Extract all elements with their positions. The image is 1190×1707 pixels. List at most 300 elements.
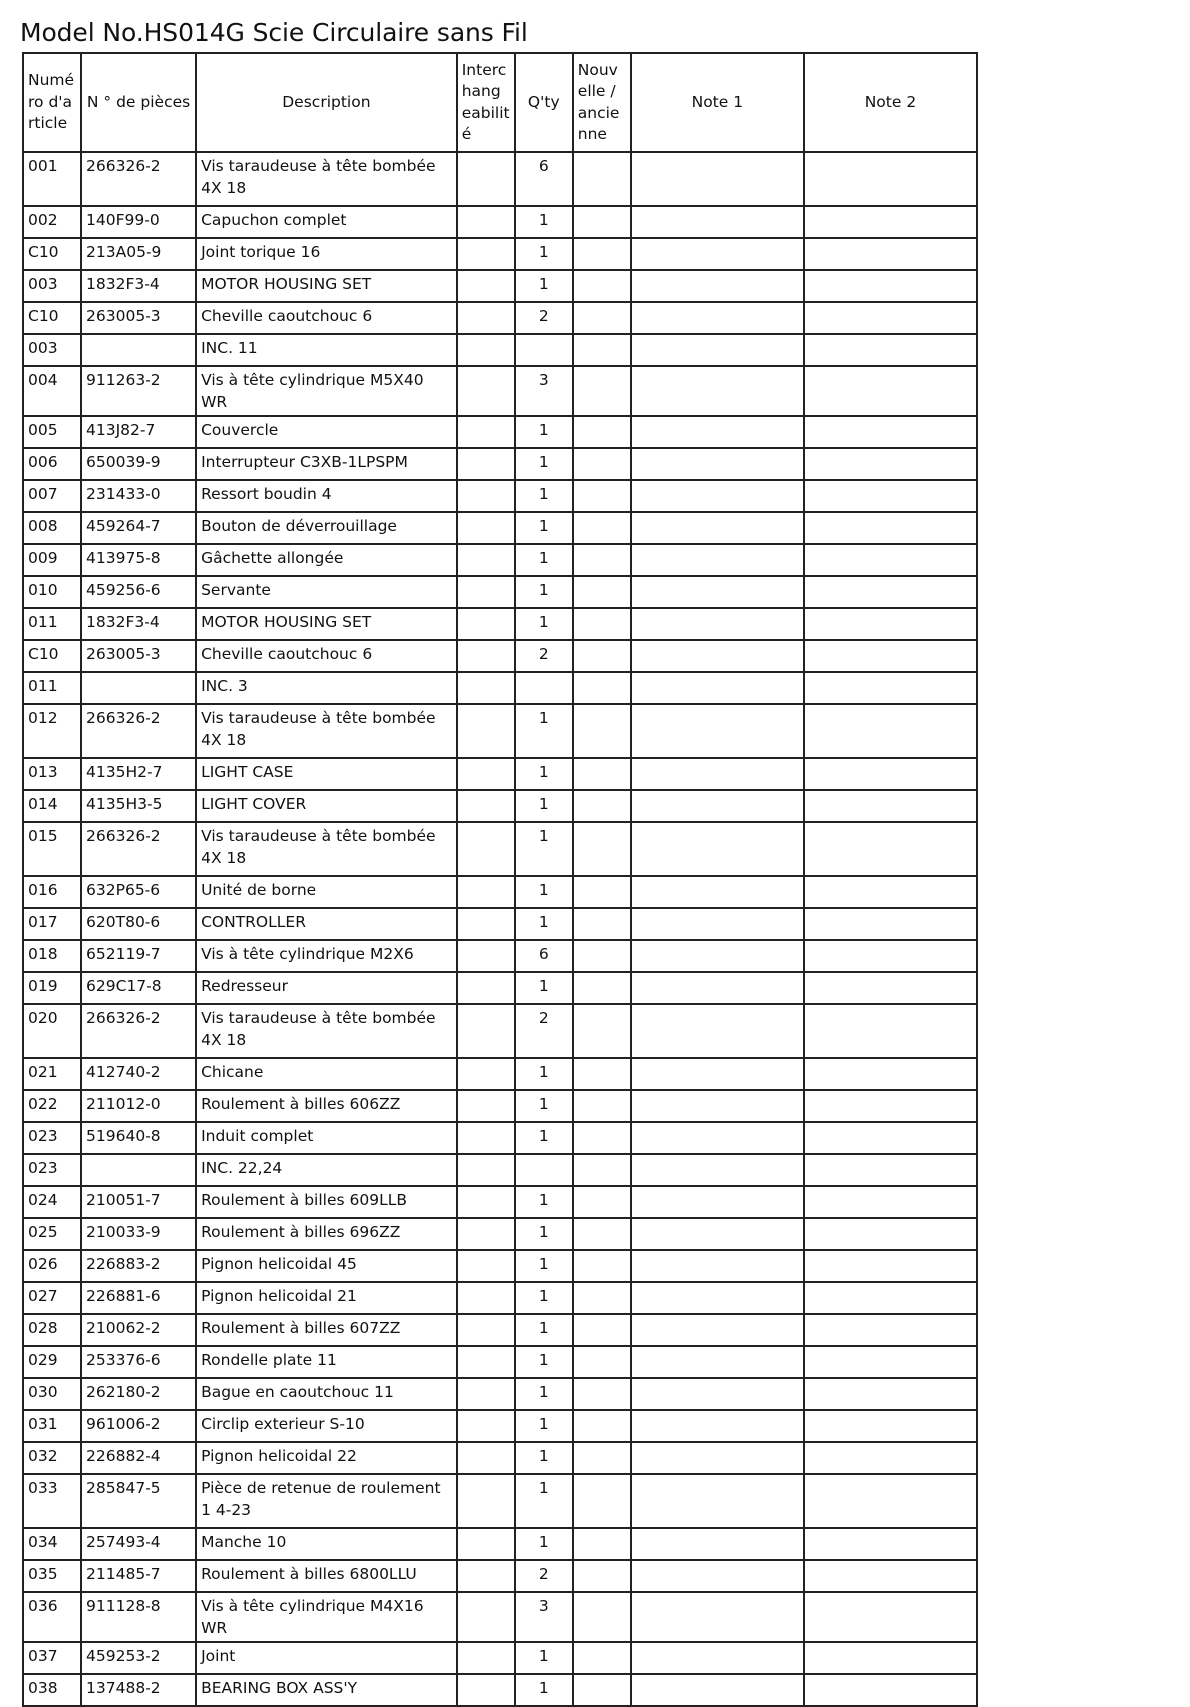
table-row bbox=[23, 1560, 977, 1592]
item-number-cell: 004 bbox=[23, 366, 81, 416]
table-row bbox=[23, 1282, 977, 1314]
description-cell: Vis taraudeuse à tête bombée 4X 18 bbox=[196, 704, 457, 758]
table-row bbox=[23, 238, 977, 270]
note-2-cell bbox=[804, 1378, 977, 1410]
interchangeability-cell bbox=[457, 1410, 515, 1442]
interchangeability-cell bbox=[457, 940, 515, 972]
interchangeability-cell bbox=[457, 1004, 515, 1058]
table-row bbox=[23, 790, 977, 822]
description-cell: INC. 22,24 bbox=[196, 1154, 457, 1186]
note-1-cell bbox=[631, 1186, 804, 1218]
quantity-cell: 2 bbox=[515, 640, 573, 672]
table-row bbox=[23, 1474, 977, 1528]
part-number-cell bbox=[81, 334, 196, 366]
description-cell: Pignon helicoidal 22 bbox=[196, 1442, 457, 1474]
item-number-cell: 017 bbox=[23, 908, 81, 940]
item-number-cell: 018 bbox=[23, 940, 81, 972]
table-row bbox=[23, 1592, 977, 1642]
new-old-cell bbox=[573, 1592, 631, 1642]
item-number-cell: 013 bbox=[23, 758, 81, 790]
column-header-description: Description bbox=[196, 53, 457, 152]
table-row bbox=[23, 1154, 977, 1186]
new-old-cell bbox=[573, 972, 631, 1004]
note-2-cell bbox=[804, 908, 977, 940]
part-number-cell: 413J82-7 bbox=[81, 416, 196, 448]
quantity-cell: 2 bbox=[515, 1560, 573, 1592]
part-number-cell: 413975-8 bbox=[81, 544, 196, 576]
note-1-cell bbox=[631, 366, 804, 416]
item-number-cell: 011 bbox=[23, 672, 81, 704]
table-row bbox=[23, 366, 977, 416]
interchangeability-cell bbox=[457, 972, 515, 1004]
description-cell: Capuchon complet bbox=[196, 206, 457, 238]
note-2-cell bbox=[804, 1058, 977, 1090]
note-1-cell bbox=[631, 1058, 804, 1090]
new-old-cell bbox=[573, 908, 631, 940]
note-1-cell bbox=[631, 1592, 804, 1642]
quantity-cell: 1 bbox=[515, 416, 573, 448]
description-cell: Pignon helicoidal 45 bbox=[196, 1250, 457, 1282]
note-1-cell bbox=[631, 822, 804, 876]
part-number-cell: 266326-2 bbox=[81, 1004, 196, 1058]
new-old-cell bbox=[573, 1474, 631, 1528]
description-cell: Couvercle bbox=[196, 416, 457, 448]
part-number-cell: 257493-4 bbox=[81, 1528, 196, 1560]
note-2-cell bbox=[804, 972, 977, 1004]
interchangeability-cell bbox=[457, 512, 515, 544]
description-cell: Vis à tête cylindrique M2X6 bbox=[196, 940, 457, 972]
part-number-cell: 285847-5 bbox=[81, 1474, 196, 1528]
item-number-cell: 035 bbox=[23, 1560, 81, 1592]
note-2-cell bbox=[804, 704, 977, 758]
description-cell: Vis taraudeuse à tête bombée 4X 18 bbox=[196, 152, 457, 206]
new-old-cell bbox=[573, 1378, 631, 1410]
description-cell: Manche 10 bbox=[196, 1528, 457, 1560]
part-number-cell: 459253-2 bbox=[81, 1642, 196, 1674]
quantity-cell: 1 bbox=[515, 1282, 573, 1314]
new-old-cell bbox=[573, 1560, 631, 1592]
interchangeability-cell bbox=[457, 206, 515, 238]
parts-table-body bbox=[23, 152, 977, 1706]
item-number-cell: 034 bbox=[23, 1528, 81, 1560]
table-row bbox=[23, 448, 977, 480]
part-number-cell: 266326-2 bbox=[81, 822, 196, 876]
item-number-cell: C10 bbox=[23, 238, 81, 270]
interchangeability-cell bbox=[457, 704, 515, 758]
new-old-cell bbox=[573, 758, 631, 790]
table-row bbox=[23, 1442, 977, 1474]
quantity-cell: 1 bbox=[515, 576, 573, 608]
interchangeability-cell bbox=[457, 1346, 515, 1378]
new-old-cell bbox=[573, 416, 631, 448]
note-1-cell bbox=[631, 1154, 804, 1186]
interchangeability-cell bbox=[457, 1218, 515, 1250]
description-cell: MOTOR HOUSING SET bbox=[196, 608, 457, 640]
quantity-cell: 1 bbox=[515, 1528, 573, 1560]
item-number-cell: 020 bbox=[23, 1004, 81, 1058]
quantity-cell: 1 bbox=[515, 270, 573, 302]
new-old-cell bbox=[573, 640, 631, 672]
note-1-cell bbox=[631, 876, 804, 908]
note-1-cell bbox=[631, 1442, 804, 1474]
new-old-cell bbox=[573, 512, 631, 544]
item-number-cell: 019 bbox=[23, 972, 81, 1004]
table-row bbox=[23, 822, 977, 876]
part-number-cell: 629C17-8 bbox=[81, 972, 196, 1004]
new-old-cell bbox=[573, 672, 631, 704]
item-number-cell: 002 bbox=[23, 206, 81, 238]
quantity-cell: 1 bbox=[515, 1410, 573, 1442]
quantity-cell: 1 bbox=[515, 1218, 573, 1250]
table-row bbox=[23, 206, 977, 238]
quantity-cell: 1 bbox=[515, 448, 573, 480]
quantity-cell bbox=[515, 334, 573, 366]
new-old-cell bbox=[573, 1314, 631, 1346]
note-2-cell bbox=[804, 1642, 977, 1674]
part-number-cell: 262180-2 bbox=[81, 1378, 196, 1410]
new-old-cell bbox=[573, 1642, 631, 1674]
note-1-cell bbox=[631, 1410, 804, 1442]
interchangeability-cell bbox=[457, 1474, 515, 1528]
part-number-cell: 253376-6 bbox=[81, 1346, 196, 1378]
description-cell: Roulement à billes 6800LLU bbox=[196, 1560, 457, 1592]
interchangeability-cell bbox=[457, 366, 515, 416]
part-number-cell: 226882-4 bbox=[81, 1442, 196, 1474]
description-cell: Chicane bbox=[196, 1058, 457, 1090]
item-number-cell: 030 bbox=[23, 1378, 81, 1410]
note-1-cell bbox=[631, 1004, 804, 1058]
description-cell: Vis taraudeuse à tête bombée 4X 18 bbox=[196, 1004, 457, 1058]
quantity-cell: 1 bbox=[515, 758, 573, 790]
interchangeability-cell bbox=[457, 908, 515, 940]
interchangeability-cell bbox=[457, 608, 515, 640]
table-row bbox=[23, 1314, 977, 1346]
new-old-cell bbox=[573, 876, 631, 908]
new-old-cell bbox=[573, 576, 631, 608]
table-row bbox=[23, 152, 977, 206]
note-1-cell bbox=[631, 608, 804, 640]
interchangeability-cell bbox=[457, 1122, 515, 1154]
note-1-cell bbox=[631, 302, 804, 334]
new-old-cell bbox=[573, 1218, 631, 1250]
part-number-cell: 213A05-9 bbox=[81, 238, 196, 270]
description-cell: Induit complet bbox=[196, 1122, 457, 1154]
interchangeability-cell bbox=[457, 1674, 515, 1706]
note-2-cell bbox=[804, 152, 977, 206]
description-cell: Joint bbox=[196, 1642, 457, 1674]
item-number-cell: 001 bbox=[23, 152, 81, 206]
interchangeability-cell bbox=[457, 238, 515, 270]
note-2-cell bbox=[804, 1314, 977, 1346]
note-1-cell bbox=[631, 416, 804, 448]
note-1-cell bbox=[631, 270, 804, 302]
item-number-cell: 032 bbox=[23, 1442, 81, 1474]
interchangeability-cell bbox=[457, 576, 515, 608]
new-old-cell bbox=[573, 1442, 631, 1474]
quantity-cell: 1 bbox=[515, 1378, 573, 1410]
page-title: Model No.HS014G Scie Circulaire sans Fil bbox=[20, 18, 528, 47]
item-number-cell: 038 bbox=[23, 1674, 81, 1706]
note-1-cell bbox=[631, 790, 804, 822]
part-number-cell: 266326-2 bbox=[81, 704, 196, 758]
table-row bbox=[23, 1186, 977, 1218]
table-header-row bbox=[23, 53, 977, 152]
table-row bbox=[23, 876, 977, 908]
note-2-cell bbox=[804, 940, 977, 972]
quantity-cell: 1 bbox=[515, 876, 573, 908]
quantity-cell: 1 bbox=[515, 1314, 573, 1346]
table-row bbox=[23, 512, 977, 544]
description-cell: LIGHT COVER bbox=[196, 790, 457, 822]
note-2-cell bbox=[804, 448, 977, 480]
new-old-cell bbox=[573, 270, 631, 302]
note-2-cell bbox=[804, 480, 977, 512]
table-row bbox=[23, 544, 977, 576]
quantity-cell: 2 bbox=[515, 1004, 573, 1058]
note-1-cell bbox=[631, 758, 804, 790]
note-2-cell bbox=[804, 1218, 977, 1250]
note-2-cell bbox=[804, 270, 977, 302]
note-1-cell bbox=[631, 206, 804, 238]
quantity-cell: 1 bbox=[515, 972, 573, 1004]
description-cell: Cheville caoutchouc 6 bbox=[196, 640, 457, 672]
note-1-cell bbox=[631, 1528, 804, 1560]
new-old-cell bbox=[573, 1004, 631, 1058]
item-number-cell: 012 bbox=[23, 704, 81, 758]
interchangeability-cell bbox=[457, 1378, 515, 1410]
part-number-cell: 459256-6 bbox=[81, 576, 196, 608]
description-cell: Roulement à billes 606ZZ bbox=[196, 1090, 457, 1122]
quantity-cell: 1 bbox=[515, 1250, 573, 1282]
interchangeability-cell bbox=[457, 1642, 515, 1674]
table-row bbox=[23, 1090, 977, 1122]
note-1-cell bbox=[631, 972, 804, 1004]
interchangeability-cell bbox=[457, 1186, 515, 1218]
note-2-cell bbox=[804, 1186, 977, 1218]
note-2-cell bbox=[804, 876, 977, 908]
description-cell: Vis à tête cylindrique M4X16 WR bbox=[196, 1592, 457, 1642]
quantity-cell: 1 bbox=[515, 608, 573, 640]
note-1-cell bbox=[631, 672, 804, 704]
item-number-cell: 003 bbox=[23, 270, 81, 302]
description-cell: CONTROLLER bbox=[196, 908, 457, 940]
note-2-cell bbox=[804, 640, 977, 672]
part-number-cell bbox=[81, 1154, 196, 1186]
interchangeability-cell bbox=[457, 302, 515, 334]
new-old-cell bbox=[573, 1674, 631, 1706]
description-cell: Pignon helicoidal 21 bbox=[196, 1282, 457, 1314]
quantity-cell bbox=[515, 672, 573, 704]
description-cell: Roulement à billes 609LLB bbox=[196, 1186, 457, 1218]
note-1-cell bbox=[631, 908, 804, 940]
part-number-cell: 1832F3-4 bbox=[81, 608, 196, 640]
quantity-cell: 1 bbox=[515, 1674, 573, 1706]
description-cell: Interrupteur C3XB-1LPSPM bbox=[196, 448, 457, 480]
column-header-note-2: Note 2 bbox=[804, 53, 977, 152]
new-old-cell bbox=[573, 302, 631, 334]
part-number-cell: 263005-3 bbox=[81, 640, 196, 672]
part-number-cell: 226881-6 bbox=[81, 1282, 196, 1314]
new-old-cell bbox=[573, 1410, 631, 1442]
column-header-item-number: Numé ro d'a rticle bbox=[23, 53, 81, 152]
note-1-cell bbox=[631, 1378, 804, 1410]
interchangeability-cell bbox=[457, 1154, 515, 1186]
quantity-cell: 1 bbox=[515, 822, 573, 876]
quantity-cell: 3 bbox=[515, 1592, 573, 1642]
quantity-cell: 2 bbox=[515, 302, 573, 334]
part-number-cell: 4135H3-5 bbox=[81, 790, 196, 822]
description-cell: Vis taraudeuse à tête bombée 4X 18 bbox=[196, 822, 457, 876]
item-number-cell: 024 bbox=[23, 1186, 81, 1218]
note-2-cell bbox=[804, 238, 977, 270]
quantity-cell: 1 bbox=[515, 512, 573, 544]
note-1-cell bbox=[631, 1346, 804, 1378]
note-1-cell bbox=[631, 1474, 804, 1528]
new-old-cell bbox=[573, 480, 631, 512]
quantity-cell: 1 bbox=[515, 1186, 573, 1218]
quantity-cell: 1 bbox=[515, 790, 573, 822]
interchangeability-cell bbox=[457, 1560, 515, 1592]
quantity-cell: 1 bbox=[515, 480, 573, 512]
interchangeability-cell bbox=[457, 822, 515, 876]
quantity-cell: 3 bbox=[515, 366, 573, 416]
part-number-cell: 210033-9 bbox=[81, 1218, 196, 1250]
part-number-cell: 459264-7 bbox=[81, 512, 196, 544]
interchangeability-cell bbox=[457, 790, 515, 822]
table-row bbox=[23, 972, 977, 1004]
table-row bbox=[23, 1122, 977, 1154]
new-old-cell bbox=[573, 1528, 631, 1560]
part-number-cell: 226883-2 bbox=[81, 1250, 196, 1282]
part-number-cell: 4135H2-7 bbox=[81, 758, 196, 790]
note-1-cell bbox=[631, 1560, 804, 1592]
note-1-cell bbox=[631, 544, 804, 576]
note-1-cell bbox=[631, 1642, 804, 1674]
note-2-cell bbox=[804, 822, 977, 876]
part-number-cell: 211012-0 bbox=[81, 1090, 196, 1122]
quantity-cell: 1 bbox=[515, 1642, 573, 1674]
item-number-cell: 006 bbox=[23, 448, 81, 480]
new-old-cell bbox=[573, 366, 631, 416]
new-old-cell bbox=[573, 704, 631, 758]
part-number-cell: 620T80-6 bbox=[81, 908, 196, 940]
note-2-cell bbox=[804, 1250, 977, 1282]
new-old-cell bbox=[573, 152, 631, 206]
note-1-cell bbox=[631, 940, 804, 972]
quantity-cell: 1 bbox=[515, 1090, 573, 1122]
note-2-cell bbox=[804, 1282, 977, 1314]
description-cell: Rondelle plate 11 bbox=[196, 1346, 457, 1378]
new-old-cell bbox=[573, 448, 631, 480]
item-number-cell: 015 bbox=[23, 822, 81, 876]
new-old-cell bbox=[573, 940, 631, 972]
note-2-cell bbox=[804, 1442, 977, 1474]
interchangeability-cell bbox=[457, 480, 515, 512]
note-2-cell bbox=[804, 334, 977, 366]
table-row bbox=[23, 270, 977, 302]
quantity-cell: 1 bbox=[515, 238, 573, 270]
quantity-cell: 1 bbox=[515, 1442, 573, 1474]
table-row bbox=[23, 1378, 977, 1410]
new-old-cell bbox=[573, 608, 631, 640]
quantity-cell: 1 bbox=[515, 206, 573, 238]
item-number-cell: 028 bbox=[23, 1314, 81, 1346]
item-number-cell: 026 bbox=[23, 1250, 81, 1282]
interchangeability-cell bbox=[457, 1592, 515, 1642]
note-1-cell bbox=[631, 1674, 804, 1706]
part-number-cell: 211485-7 bbox=[81, 1560, 196, 1592]
item-number-cell: 025 bbox=[23, 1218, 81, 1250]
note-2-cell bbox=[804, 1674, 977, 1706]
note-2-cell bbox=[804, 1474, 977, 1528]
table-row bbox=[23, 1528, 977, 1560]
new-old-cell bbox=[573, 790, 631, 822]
note-1-cell bbox=[631, 1090, 804, 1122]
table-row bbox=[23, 608, 977, 640]
item-number-cell: 011 bbox=[23, 608, 81, 640]
note-2-cell bbox=[804, 1346, 977, 1378]
new-old-cell bbox=[573, 1282, 631, 1314]
note-2-cell bbox=[804, 1004, 977, 1058]
table-row bbox=[23, 1674, 977, 1706]
table-row bbox=[23, 576, 977, 608]
note-2-cell bbox=[804, 608, 977, 640]
item-number-cell: 008 bbox=[23, 512, 81, 544]
interchangeability-cell bbox=[457, 270, 515, 302]
description-cell: Ressort boudin 4 bbox=[196, 480, 457, 512]
new-old-cell bbox=[573, 1250, 631, 1282]
new-old-cell bbox=[573, 1186, 631, 1218]
item-number-cell: 014 bbox=[23, 790, 81, 822]
description-cell: Pièce de retenue de roulement 1 4-23 bbox=[196, 1474, 457, 1528]
interchangeability-cell bbox=[457, 1442, 515, 1474]
note-2-cell bbox=[804, 416, 977, 448]
interchangeability-cell bbox=[457, 1314, 515, 1346]
interchangeability-cell bbox=[457, 152, 515, 206]
table-row bbox=[23, 334, 977, 366]
column-header-interchangeability: Interc hang eabilit é bbox=[457, 53, 515, 152]
note-2-cell bbox=[804, 1528, 977, 1560]
table-row bbox=[23, 640, 977, 672]
item-number-cell: 033 bbox=[23, 1474, 81, 1528]
parts-table bbox=[22, 52, 978, 1707]
quantity-cell: 1 bbox=[515, 704, 573, 758]
note-1-cell bbox=[631, 152, 804, 206]
part-number-cell: 412740-2 bbox=[81, 1058, 196, 1090]
description-cell: BEARING BOX ASS'Y bbox=[196, 1674, 457, 1706]
item-number-cell: 027 bbox=[23, 1282, 81, 1314]
table-row bbox=[23, 1642, 977, 1674]
description-cell: Circlip exterieur S-10 bbox=[196, 1410, 457, 1442]
quantity-cell: 1 bbox=[515, 1122, 573, 1154]
column-header-part-number: N ° de pièces bbox=[81, 53, 196, 152]
item-number-cell: 023 bbox=[23, 1154, 81, 1186]
part-number-cell: 266326-2 bbox=[81, 152, 196, 206]
new-old-cell bbox=[573, 1346, 631, 1378]
interchangeability-cell bbox=[457, 640, 515, 672]
table-row bbox=[23, 940, 977, 972]
item-number-cell: 036 bbox=[23, 1592, 81, 1642]
table-row bbox=[23, 1410, 977, 1442]
description-cell: Joint torique 16 bbox=[196, 238, 457, 270]
table-row bbox=[23, 758, 977, 790]
part-number-cell: 140F99-0 bbox=[81, 206, 196, 238]
note-2-cell bbox=[804, 576, 977, 608]
item-number-cell: 029 bbox=[23, 1346, 81, 1378]
interchangeability-cell bbox=[457, 758, 515, 790]
part-number-cell: 519640-8 bbox=[81, 1122, 196, 1154]
part-number-cell: 632P65-6 bbox=[81, 876, 196, 908]
